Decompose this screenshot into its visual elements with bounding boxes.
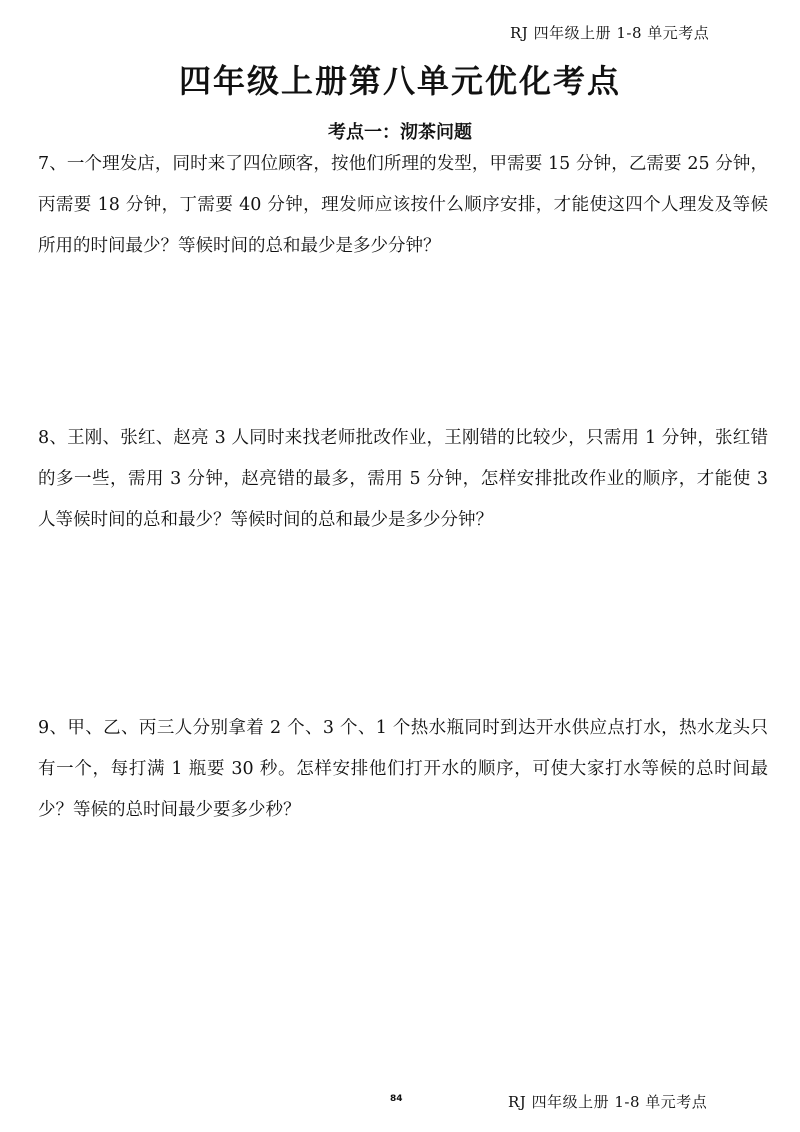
page-number: 84 (390, 1094, 403, 1104)
page-title: 四年级上册第八单元优化考点 (178, 62, 621, 100)
question-8: 8、王刚、张红、赵亮 3 人同时来找老师批改作业，王刚错的比较少，只需用 1 分钟，张红错的多一些，需用 3 分钟，赵亮错的最多，需用 5 分钟，怎样安排批改作业的顺序，才能使 3 人等候时间的总和最少？等候时间的总和最少是多少分钟？ (38, 428, 768, 530)
section-title: 考点一：沏茶问题 (328, 122, 472, 143)
question-7: 7、一个理发店，同时来了四位顾客，按他们所理的发型，甲需要 15 分钟，乙需要 25 分钟，丙需要 18 分钟，丁需要 40 分钟，理发师应该按什么顺序安排，才能使这四个人理发及等候所用的时间最少？等候时间的总和最少是多少分钟？ (38, 154, 768, 256)
question-9: 9、甲、乙、丙三人分别拿着 2 个、3 个、1 个热水瓶同时到达开水供应点打水，热水龙头只有一个，每打满 1 瓶要 30 秒。怎样安排他们打开水的顺序，可使大家打水等候的总时间最少？等候的总时间最少要多少秒？ (38, 718, 768, 820)
footer-note: RJ 四年级上册 1-8 单元考点 (508, 1093, 708, 1111)
header-note: RJ 四年级上册 1-8 单元考点 (510, 24, 710, 42)
